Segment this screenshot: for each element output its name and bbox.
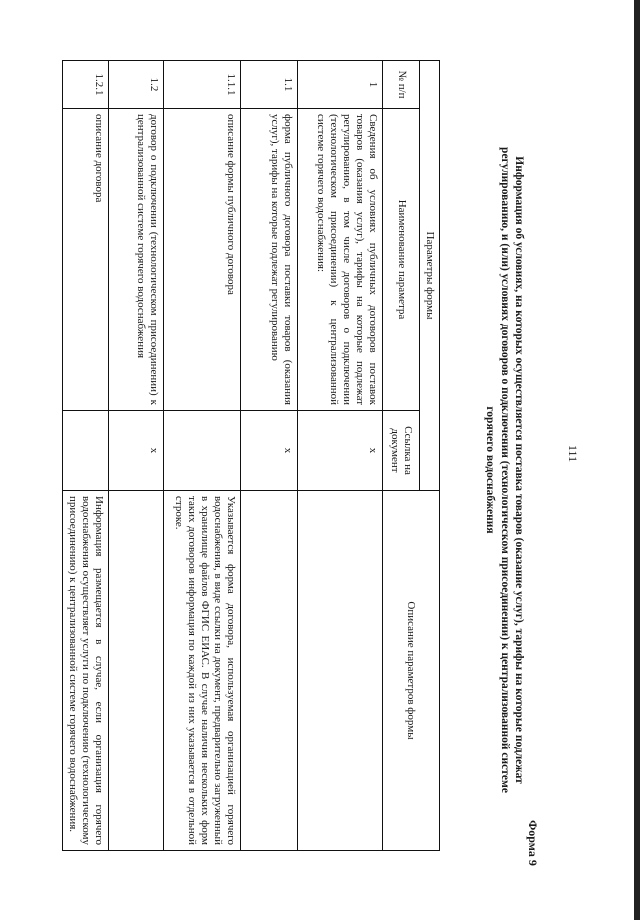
- row-number: 1.1: [241, 61, 298, 109]
- table-row: [109, 61, 164, 851]
- row-parameter-name: описание договора: [63, 109, 109, 411]
- row-parameter-name: форма публичного договора поставки товаров (оказания услуг), тарифы на которые подлежат регулированию: [241, 109, 298, 411]
- row-document-link: [63, 411, 109, 491]
- table-row: [298, 61, 383, 851]
- row-number: 1.2.1: [63, 61, 109, 109]
- document-title: [483, 100, 526, 840]
- header-document-link: Ссылка на документ: [383, 411, 420, 491]
- row-number: 1: [298, 61, 383, 109]
- row-description: [241, 491, 298, 851]
- row-document-link: x: [298, 411, 383, 491]
- row-description: [298, 491, 383, 851]
- form-label: Форма 9: [526, 820, 540, 866]
- row-number: 1.2: [109, 61, 164, 109]
- row-document-link: x: [109, 411, 164, 491]
- row-description: [109, 491, 164, 851]
- table-row: [164, 61, 241, 851]
- header-number: № п/п: [383, 61, 420, 109]
- row-number: 1.1.1: [164, 61, 241, 109]
- row-description: Информация размещается в случае, если организация горячего водоснабжения осуществляет услуги по подключению (технологическому присоединению) к централизованной системе горячего водоснабжения.: [63, 491, 109, 851]
- row-document-link: [164, 411, 241, 491]
- row-parameter-name: описание формы публичного договора: [164, 109, 241, 411]
- row-description: Указывается форма договора, используемая организацией горячего водоснабжения, в виде ссылки на документ, предварительно загруженный в хранилище файлов ФГИС ЕИАС. В случае наличия нескольких форм таких договоров информация по каждой из них указывается в отдельной строке.: [164, 491, 241, 851]
- row-document-link: x: [241, 411, 298, 491]
- scan-edge: [634, 0, 640, 920]
- header-description: Описание параметров формы: [383, 491, 440, 851]
- parameters-table: [62, 60, 440, 851]
- title-line-2: регулированию, и (или) условиях договоров о подключении (технологическом присоединении) к централизованной системе: [498, 147, 511, 793]
- page-number: 111: [566, 445, 580, 463]
- header-parameter-name: Наименование параметра: [383, 109, 420, 411]
- title-line-3: горячего водоснабжения: [484, 406, 497, 534]
- table-row: [63, 61, 109, 851]
- header-form-parameters: Параметры формы: [420, 61, 440, 491]
- table-row: [241, 61, 298, 851]
- row-parameter-name: Сведения об условиях публичных договоров поставок товаров (оказания услуг), тарифы на которые подлежат регулированию, в том числе договоров о подключении (технологическом присоединении) к централизованной системе горячего водоснабжения:: [298, 109, 383, 411]
- row-parameter-name: договор о подключении (технологическом присоединении) к централизованной системе горячего водоснабжения: [109, 109, 164, 411]
- title-line-1: Информация об условиях, на которых осуществляется поставка товаров (оказание услуг), тарифы на которые подлежат: [513, 156, 525, 784]
- header-row-1: [420, 61, 440, 851]
